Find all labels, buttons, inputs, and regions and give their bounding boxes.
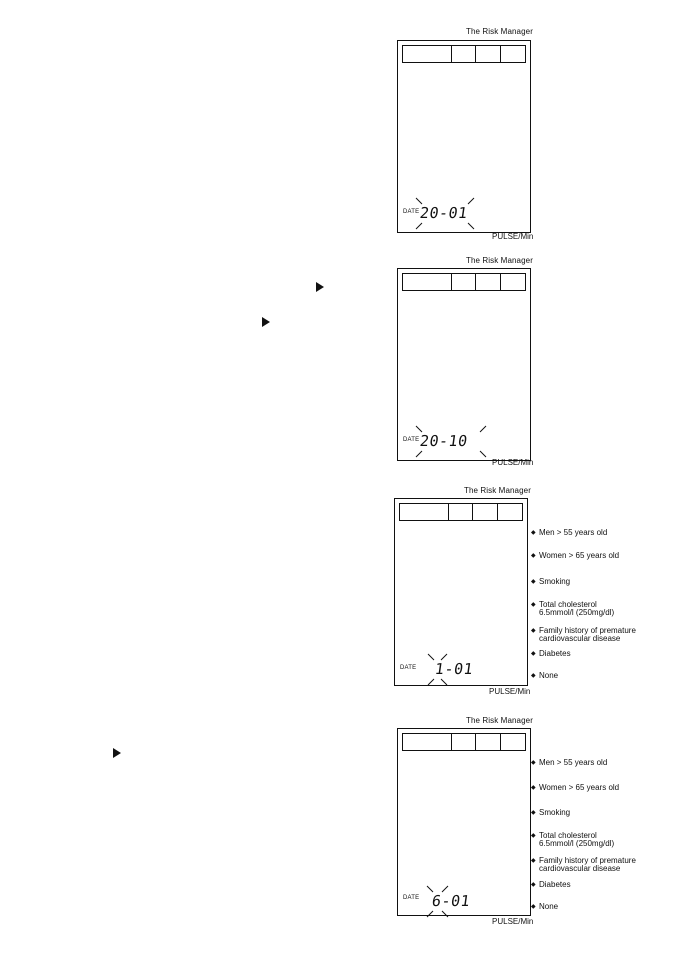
blink-marks-icon bbox=[424, 884, 484, 920]
diamond-bullet-icon: ◆ bbox=[531, 904, 536, 910]
list-item: ◆ Diabetes bbox=[531, 649, 571, 658]
play-arrow-icon bbox=[262, 317, 270, 327]
list-item: ◆ None bbox=[531, 902, 559, 911]
list-item: ◆ Total cholesterol bbox=[531, 600, 597, 609]
list-item: ◆ Smoking bbox=[531, 577, 571, 586]
lcd-top-bar bbox=[402, 273, 526, 291]
lcd-top-bar bbox=[399, 503, 523, 521]
risk-manager-title: The Risk Manager bbox=[466, 716, 533, 725]
lcd-date-display: 20-10 bbox=[418, 432, 469, 450]
lcd-top-bar bbox=[402, 45, 526, 63]
list-item-continued: 6.5mmol/l (250mg/dl) bbox=[539, 839, 615, 848]
list-item-continued: 6.5mmol/l (250mg/dl) bbox=[539, 608, 615, 617]
diamond-bullet-icon: ◆ bbox=[531, 785, 536, 791]
lcd-date-display: 1-01 bbox=[433, 660, 475, 678]
lcd-top-bar bbox=[402, 733, 526, 751]
blink-marks-icon bbox=[414, 424, 524, 460]
play-arrow-icon bbox=[316, 282, 324, 292]
list-item: ◆ Women > 65 years old bbox=[531, 783, 620, 792]
diamond-bullet-icon: ◆ bbox=[531, 530, 536, 536]
diamond-bullet-icon: ◆ bbox=[531, 579, 536, 585]
lcd-date-display: 6-01 bbox=[430, 892, 472, 910]
diamond-bullet-icon: ◆ bbox=[531, 858, 536, 864]
list-item: ◆ Diabetes bbox=[531, 880, 571, 889]
pulse-unit-label: PULSE/Min bbox=[492, 917, 534, 926]
list-item: ◆ Family history of premature bbox=[531, 856, 636, 865]
risk-manager-title: The Risk Manager bbox=[464, 486, 531, 495]
diamond-bullet-icon: ◆ bbox=[531, 553, 536, 559]
diamond-bullet-icon: ◆ bbox=[531, 882, 536, 888]
diamond-bullet-icon: ◆ bbox=[531, 651, 536, 657]
blink-marks-icon bbox=[425, 652, 485, 688]
pulse-unit-label: PULSE/Min bbox=[492, 458, 534, 467]
lcd-screen bbox=[394, 498, 528, 686]
diamond-bullet-icon: ◆ bbox=[531, 833, 536, 839]
list-item: ◆ None bbox=[531, 671, 559, 680]
lcd-screen bbox=[397, 268, 531, 461]
date-label: DATE bbox=[400, 665, 417, 671]
list-item: ◆ Total cholesterol bbox=[531, 831, 597, 840]
list-item-continued: cardiovascular disease bbox=[539, 864, 621, 873]
list-item: ◆ Family history of premature bbox=[531, 626, 636, 635]
risk-manager-title: The Risk Manager bbox=[466, 27, 533, 36]
date-label: DATE bbox=[403, 437, 420, 443]
list-item: ◆ Men > 55 years old bbox=[531, 758, 608, 767]
diamond-bullet-icon: ◆ bbox=[531, 673, 536, 679]
lcd-date-display: 20-01 bbox=[418, 204, 469, 222]
list-item-continued: cardiovascular disease bbox=[539, 634, 621, 643]
list-item: ◆ Women > 65 years old bbox=[531, 551, 620, 560]
date-label: DATE bbox=[403, 209, 420, 215]
pulse-unit-label: PULSE/Min bbox=[492, 232, 534, 241]
diamond-bullet-icon: ◆ bbox=[531, 602, 536, 608]
lcd-screen bbox=[397, 40, 531, 233]
list-item: ◆ Smoking bbox=[531, 808, 571, 817]
date-label: DATE bbox=[403, 895, 420, 901]
risk-manager-title: The Risk Manager bbox=[466, 256, 533, 265]
diamond-bullet-icon: ◆ bbox=[531, 628, 536, 634]
pulse-unit-label: PULSE/Min bbox=[489, 687, 531, 696]
diamond-bullet-icon: ◆ bbox=[531, 760, 536, 766]
diamond-bullet-icon: ◆ bbox=[531, 810, 536, 816]
play-arrow-icon bbox=[113, 748, 121, 758]
list-item: ◆ Men > 55 years old bbox=[531, 528, 608, 537]
lcd-screen bbox=[397, 728, 531, 916]
blink-marks-icon bbox=[414, 196, 524, 232]
